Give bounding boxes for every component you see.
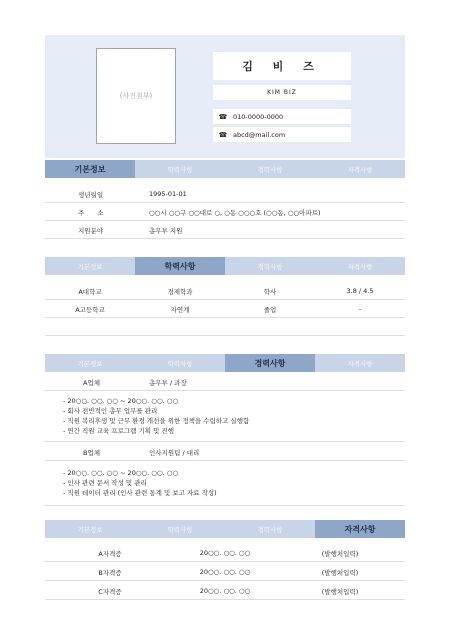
tab-education[interactable]: 학력사항 bbox=[135, 257, 225, 275]
career-line: - 직원 복리후생 및 근무 환경 개선을 위한 정책을 수립하고 실행함 bbox=[63, 417, 250, 425]
name-box bbox=[213, 52, 351, 80]
photo-placeholder[interactable] bbox=[96, 48, 176, 144]
career-header-b bbox=[45, 444, 405, 461]
tab-career[interactable]: 경력사항 bbox=[225, 257, 315, 275]
basic-label: 주 소 bbox=[78, 208, 104, 217]
cert-name: A자격증 bbox=[98, 549, 122, 558]
basic-row-field bbox=[45, 222, 405, 239]
career-details-b bbox=[45, 468, 405, 498]
education-row bbox=[45, 283, 405, 300]
edu-major: 자연계 bbox=[170, 305, 190, 314]
basic-value: 총무부 지원 bbox=[149, 226, 183, 235]
tab-basic-info[interactable]: 기본정보 bbox=[45, 257, 135, 275]
career-details-a bbox=[45, 396, 405, 436]
edu-gpa: - bbox=[358, 305, 362, 313]
career-line: - 직원 데이터 관리 (인사 관련 통계 및 보고 자료 작성) bbox=[63, 489, 217, 497]
cert-name: B자격증 bbox=[98, 568, 122, 577]
cert-issuer: (발행처입력) bbox=[321, 568, 359, 577]
edu-major: 경제학과 bbox=[167, 287, 193, 296]
english-name-box bbox=[213, 85, 351, 100]
phone-row bbox=[213, 109, 351, 124]
tab-basic-info[interactable]: 기본정보 bbox=[45, 160, 135, 178]
section-tabs-basic bbox=[45, 160, 405, 178]
cert-date: 20○○. ○○. ○○ bbox=[199, 549, 251, 557]
basic-row-address bbox=[45, 204, 405, 221]
tab-certificates[interactable]: 자격사항 bbox=[315, 354, 405, 372]
tab-education[interactable]: 학력사항 bbox=[135, 520, 225, 538]
tab-career[interactable]: 경력사항 bbox=[225, 354, 315, 372]
career-header-a bbox=[45, 374, 405, 391]
section-tabs-certificates bbox=[45, 520, 405, 538]
education-row bbox=[45, 301, 405, 318]
career-line: - 20○○. ○○. ○○ ~ 20○○. ○○. ○○ bbox=[63, 469, 179, 477]
phone-number: 010-0000-0000 bbox=[233, 112, 284, 121]
divider bbox=[45, 441, 405, 442]
career-company: A업체 bbox=[83, 378, 101, 387]
cert-date: 20○○. ○○. ○○ bbox=[199, 568, 251, 576]
basic-value: 1995-01-01 bbox=[149, 190, 187, 198]
career-position: 인사지원팀 / 대리 bbox=[149, 448, 200, 457]
tab-education[interactable]: 학력사항 bbox=[135, 354, 225, 372]
cert-issuer: (발행처입력) bbox=[321, 549, 359, 558]
photo-placeholder-label: (사진첨부) bbox=[119, 92, 153, 100]
career-line: - 연간 직원 교육 프로그램 기획 및 진행 bbox=[63, 427, 174, 435]
tab-career[interactable]: 경력사항 bbox=[225, 520, 315, 538]
basic-label: 생년월일 bbox=[78, 190, 104, 199]
tab-certificates[interactable]: 자격사항 bbox=[315, 520, 405, 538]
section-tabs-career bbox=[45, 354, 405, 372]
tab-basic-info[interactable]: 기본정보 bbox=[45, 520, 135, 538]
divider bbox=[45, 505, 405, 506]
basic-label: 지원분야 bbox=[78, 226, 104, 235]
phone-icon: ☎ bbox=[218, 112, 228, 121]
cert-row bbox=[45, 564, 405, 581]
career-line: - 20○○. ○○. ○○ ~ 20○○. ○○. ○○ bbox=[63, 397, 179, 405]
tab-certificates[interactable]: 자격사항 bbox=[315, 257, 405, 275]
basic-value: ○○시 ○○구 ○○대로 ○, ○동 ○○○호 (○○동, ○○아파트) bbox=[149, 208, 321, 217]
tab-career[interactable]: 경력사항 bbox=[225, 160, 315, 178]
edu-school: A대학교 bbox=[78, 287, 102, 296]
basic-row-birth bbox=[45, 186, 405, 203]
education-row-empty bbox=[45, 319, 405, 336]
edu-gpa: 3.8 / 4.5 bbox=[346, 287, 374, 295]
email-address: abcd@mail.com bbox=[233, 130, 286, 139]
career-line: - 인사 관련 문서 작성 및 관리 bbox=[63, 479, 147, 487]
phone-icon: ☎ bbox=[218, 130, 228, 139]
name-korean: 김 비 즈 bbox=[242, 60, 322, 73]
edu-degree: 학사 bbox=[263, 287, 277, 296]
cert-date: 20○○. ○○. ○○ bbox=[199, 587, 251, 595]
cert-name: C자격증 bbox=[98, 587, 122, 596]
section-tabs-education bbox=[45, 257, 405, 275]
tab-basic-info[interactable]: 기본정보 bbox=[45, 354, 135, 372]
edu-degree: 졸업 bbox=[263, 305, 277, 314]
career-company: B업체 bbox=[83, 448, 101, 457]
cert-issuer: (발행처입력) bbox=[321, 587, 359, 596]
email-row bbox=[213, 127, 351, 142]
career-position: 총무부 / 과장 bbox=[149, 378, 187, 387]
tab-certificates[interactable]: 자격사항 bbox=[315, 160, 405, 178]
cert-row bbox=[45, 583, 405, 600]
name-english: KIM BIZ bbox=[267, 89, 297, 96]
edu-school: A고등학교 bbox=[75, 305, 105, 314]
tab-education[interactable]: 학력사항 bbox=[135, 160, 225, 178]
career-line: - 회사 전반적인 총무 업무를 관리 bbox=[63, 407, 158, 415]
cert-row bbox=[45, 545, 405, 562]
